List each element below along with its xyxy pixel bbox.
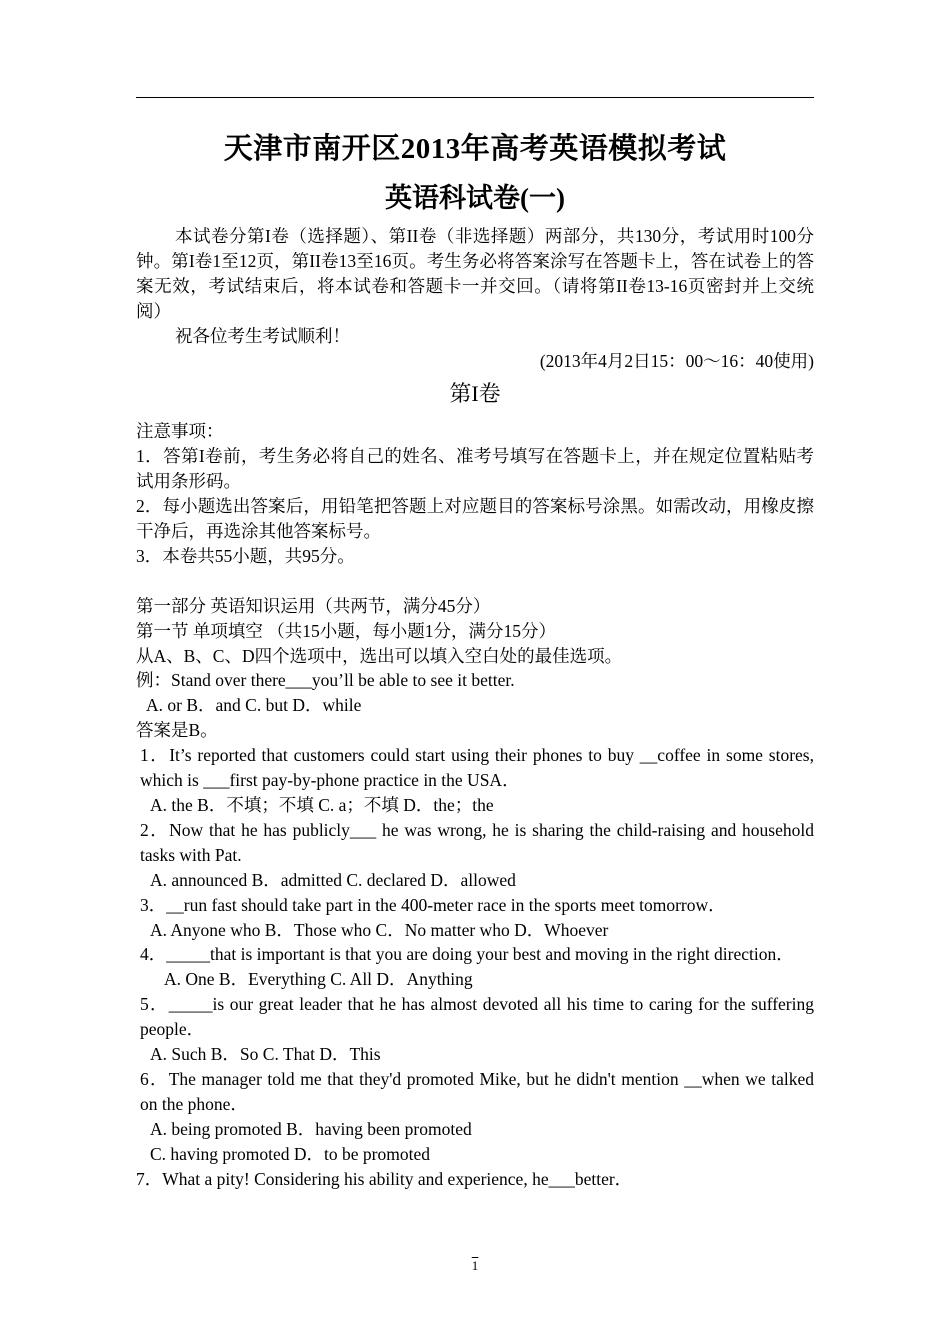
- note-item: 1．答第I卷前，考生务必将自己的姓名、准考号填写在答题卡上，并在规定位置粘贴考试用条形码。: [136, 446, 814, 492]
- question-2: 2．Now that he has publicly___ he was wrong, he is sharing the child-raising and household tasks with Pat.: [140, 819, 814, 865]
- exam-date: (2013年4月2日15：00～16：40使用): [539, 350, 814, 371]
- question-5-options: A. Such B．So C. That D．This: [150, 1044, 381, 1065]
- question-7: 7．What a pity! Considering his ability and experience, he___better．: [136, 1168, 633, 1189]
- good-luck-line: 祝各位考生考试顺利！: [175, 325, 350, 346]
- question-4: 4．_____that is important is that you are doing your best and moving in the right direction．: [140, 944, 794, 965]
- question-5: 5．_____is our great leader that he has almost devoted all his time to caring for the suffering people．: [140, 994, 814, 1040]
- instruction: 从A、B、C、D四个选项中，选出可以填入空白处的最佳选项。: [136, 645, 623, 666]
- document-body: [136, 224, 814, 1192]
- question-3-options: A. Anyone who B．Those who C．No matter who D．Whoever: [150, 919, 609, 940]
- example-options: A. or B．and C. but D．while: [146, 695, 362, 716]
- spacer: [136, 569, 814, 594]
- note-item: 2．每小题选出答案后，用铅笔把答题上对应题目的答案标号涂黑。如需改动，用橡皮擦干净后，再选涂其他答案标号。: [136, 496, 814, 542]
- header-rule: [136, 97, 814, 98]
- volume-title: 第I卷: [449, 381, 501, 407]
- question-3: 3．__run fast should take part in the 400-meter race in the sports meet tomorrow．: [140, 894, 726, 915]
- question-6: 6．The manager told me that they'd promoted Mike, but he didn't mention __when we talked on the phone．: [140, 1068, 814, 1114]
- question-1: 1．It’s reported that customers could start using their phones to buy __coffee in some stores, which is ___first pay-by-phone practice in the USA．: [140, 745, 814, 791]
- notes-heading: 注意事项：: [136, 421, 224, 442]
- example-question: 例：Stand over there___you’ll be able to see it better.: [136, 670, 515, 691]
- page-number: 1: [471, 1258, 479, 1273]
- example-answer: 答案是B。: [136, 720, 218, 741]
- exam-title: 天津市南开区2013年高考英语模拟考试: [223, 133, 727, 165]
- paper-subtitle: 英语科试卷(一): [385, 183, 565, 213]
- section-title: 第一节 单项填空 （共15小题，每小题1分，满分15分）: [136, 620, 556, 641]
- question-6-options: C. having promoted D．to be promoted: [150, 1143, 430, 1164]
- question-1-options: A. the B．不填；不填 C. a；不填 D．the；the: [150, 795, 494, 816]
- question-4-options: A. One B．Everything C. All D．Anything: [164, 969, 473, 990]
- question-2-options: A. announced B．admitted C. declared D．allowed: [150, 869, 516, 890]
- part-title: 第一部分 英语知识运用（共两节，满分45分）: [136, 595, 491, 616]
- intro-paragraph: 本试卷分第I卷（选择题）、第II卷（非选择题）两部分，共130分，考试用时100分钟。第I卷1至12页，第II卷13至16页。考生务必将答案涂写在答题卡上，答在试卷上的答案无效，考试结束后，将本试卷和答题卡一并交回。（请将第II卷13-16页密封并上交统阅）: [136, 226, 814, 321]
- note-item: 3．本卷共55小题，共95分。: [136, 545, 355, 566]
- question-6-options: A. being promoted B．having been promoted: [150, 1118, 472, 1139]
